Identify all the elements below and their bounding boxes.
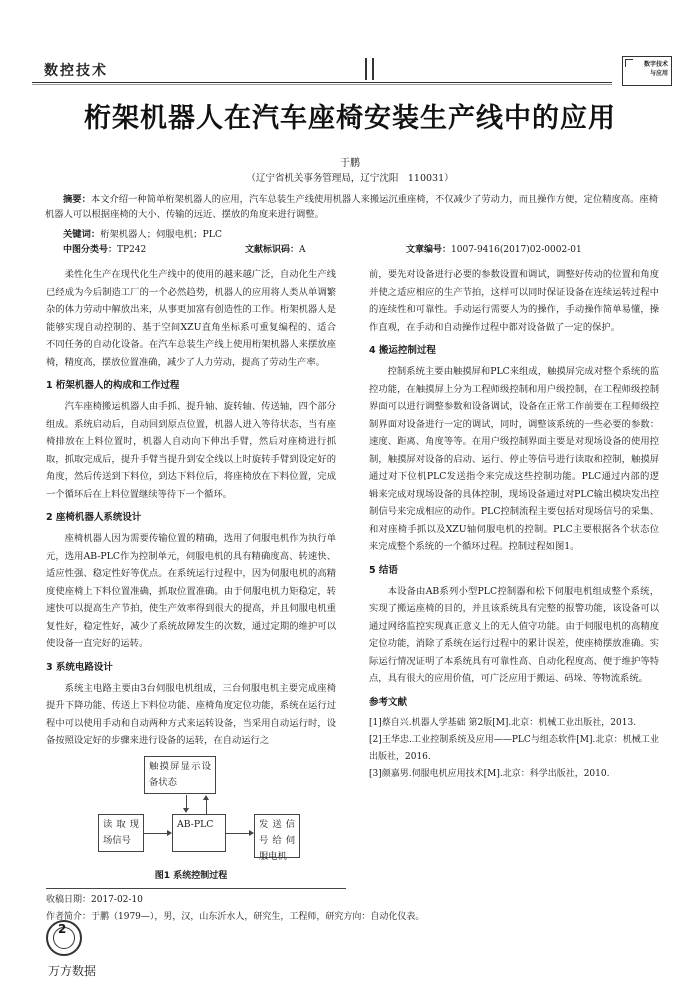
reference-item: [3]颜嘉男.伺服电机应用技术[M].北京：科学出版社，2010.	[369, 768, 610, 779]
keywords	[63, 226, 222, 240]
received-date: 收稿日期：2017-02-10	[46, 895, 143, 905]
journal-header	[32, 56, 672, 86]
footnote-rule	[46, 888, 346, 889]
section-heading-1: 1 桁架机器人的构成和工作过程	[46, 380, 180, 391]
touchscreen-box: 触摸屏显示设备状态	[144, 756, 216, 794]
article-title: 桁架机器人在汽车座椅安装生产线中的应用	[84, 103, 616, 134]
journal-logo-badge	[622, 56, 672, 86]
continued-paragraph: 前，要先对设备进行必要的参数设置和调试，调整好传动的位置和角度并使之适应相应的生产节拍，这样可以同时保证设备在连续运转过程中的连续性和可靠性。手动运行需要人为的操作，手动操作简单易懂，操作直观，在手动和自动操作过程中都对设备做了一定的保护。	[369, 269, 659, 333]
abstract-label: 摘要：	[63, 194, 91, 205]
logo-line2: 与应用	[649, 70, 668, 77]
page-number: 2	[58, 922, 67, 936]
document-code: 文献标识码：A	[245, 245, 306, 255]
watermark: 万方数据	[48, 964, 97, 978]
section-heading-2: 2 座椅机器人系统设计	[46, 512, 142, 523]
section-heading-3: 3 系统电路设计	[46, 661, 113, 673]
author-name: 于鹏	[340, 158, 360, 169]
arrow-line	[144, 833, 167, 834]
author-bio: 作者简介：于鹏（1979—），男，汉，山东沂水人，研究生，工程师，研究方向：自动化仪表。	[46, 912, 425, 922]
header-rule	[32, 84, 612, 85]
header-separator	[365, 58, 367, 80]
abstract	[45, 192, 659, 222]
right-column	[369, 266, 659, 783]
author-affiliation: （辽宁省机关事务管理局，辽宁沈阳 110031）	[246, 173, 454, 184]
section-heading-4: 4 搬运控制过程	[369, 345, 436, 356]
logo-line1: 数字技术	[643, 61, 668, 68]
arrow-line	[206, 799, 207, 814]
references-list	[369, 715, 659, 783]
logo-corner-icon	[625, 59, 633, 67]
send-signal-box: 发送信号给伺服电机	[254, 814, 300, 858]
keywords-text: 桁架机器人；伺服电机；PLC	[100, 229, 223, 240]
section-body-5: 本设备由AB系列小型PLC控制器和松下伺服电机组成整个系统，实现了搬运座椅的目的，并且该系统具有完整的报警功能，该设备可以通过网络监控实现真正意义上的无人值守功能。由于伺服电机的高精度定位功能，消除了系统在运行过程中的累计误差，使座椅摆放准确。实际运行情况证明了本系统具有可靠性高、自动化程度高、便于维护等特点，具有很大的应用价值，可广泛应用于搬运、码垛、等物流系统。	[369, 585, 659, 684]
keywords-label: 关键词：	[63, 229, 101, 240]
abstract-text: 本文介绍一种简单桁架机器人的应用，汽车总装生产线使用机器人来搬运沉重座椅，不仅减少了劳动力，而且操作方便，定位精度高。座椅机器人可以根据座椅的大小、传输的远近、摆放的角度来进行调整。	[45, 194, 659, 220]
control-process-figure	[46, 754, 336, 884]
header-separator	[372, 58, 374, 80]
arrow-up-icon	[203, 795, 209, 800]
figure-caption: 图1 系统控制过程	[154, 870, 228, 881]
plc-box: AB-PLC	[172, 814, 226, 852]
section-body-4: 控制系统主要由触摸屏和PLC来组成，触摸屏完成对整个系统的监控功能，在触摸屏上分为工程师级控制和用户级控制，在工程师级控制界面可以进行调整参数和设备调试，设备在正常工作前要在工程师级控制界面对设备进行一定的调试，同时，调整该系统的一些必要的参数：速度、距离、角度等等。在用户级控制界面主要是对现场设备的使用控制，触摸屏对设备的启动、运行、停止等信号进行读取和控制，触摸屏通过对下位机PLC发送指令来完成这些控制功能。PLC通过内部的逻辑来完成对现场设备的具体控制，现场设备通过对PLC输出模块发出控制信号来完成相应的动作。PLC控制流程主要包括对现场信号的采集、和对座椅手抓以及XZU轴伺服电机的控制。PLC主要根据各个状态位来完成整个系统的一个循环过程。控制过程如图1。	[369, 366, 659, 552]
intro-paragraph: 柔性化生产在现代化生产线中的使用的越来越广泛，自动化生产线已经成为今后制造工厂的一个必然趋势，机器人的应用将人类从单调繁杂的体力劳动中解放出来，从事更加富有创造性的工作。桁架机器人是能够实现自动控制的、基于空间XZU直角坐标系可重复编程的、适合不同任务的自动化设备。在汽车总装生产线上使用桁架机器人来摆放座椅，精度高，摆放位置准确，减少了人力劳动，提高了劳动生产率。	[46, 269, 336, 368]
column-name: 数控技术	[44, 63, 108, 79]
references-heading: 参考文献	[369, 696, 408, 708]
arrow-line	[226, 833, 249, 834]
arrow-right-icon	[249, 830, 254, 836]
section-heading-5: 5 结语	[369, 564, 398, 576]
reference-item: [1]蔡自兴.机器人学基础 第2版[M].北京：机械工业出版社，2013.	[369, 717, 637, 728]
left-column	[46, 266, 336, 884]
section-body-1: 汽车座椅搬运机器人由手抓、提升轴、旋转轴、传送轴，四个部分组成。系统启动后，自动回到原点位置，机器人进入等待状态，当有座椅排放在上料位置时，机器人自动向下伸出手臂，然后对座椅进行抓取，抓取完成后，提升手臂当提升到安全线以上时旋转手臂到设定好的角度，然后传送到下料位，到达下料位后，将座椅放在下料位置，完成一个循环后在上料位置继续等待下一个循环。	[46, 401, 336, 500]
read-signal-box: 读取现场信号	[98, 814, 144, 852]
arrow-right-icon	[167, 830, 172, 836]
section-body-3: 系统主电路主要由3台伺服电机组成，三台伺服电机主要完成座椅提升下降功能、传送上下料位功能、座椅角度定位功能，系统在运行过程中可以使用手动和自动两种方式来运转设备，当采用自动运行时，设备按照设定好的步骤来进行设备的运转，在自动运行之	[46, 682, 336, 746]
arrow-down-icon	[183, 808, 189, 813]
reference-item: [2]王华忠.工业控制系统及应用——PLC与组态软件[M].北京：机械工业出版社，2016.	[369, 734, 659, 762]
article-number: 文章编号：1007-9416(2017)02-0002-01	[406, 245, 582, 255]
arrow-line	[186, 795, 187, 809]
header-rule	[32, 82, 612, 83]
section-body-2: 座椅机器人因为需要传输位置的精确，选用了伺服电机作为执行单元，选用AB-PLC作为控制单元，伺服电机的具有精确度高、转速快、适应性强、稳定性好等优点。在系统运行过程中，因为伺服电机的高精度使座椅上下料位置准确，抓取位置准确。由于伺服电机力矩稳定，转速快可以提高生产节拍，使生产效率得到很大的提高，并且伺服电机重复性好，稳定性好，减少了系统故障发生的次数，通过定期的维护可以使设备一直完好的运转。	[46, 533, 336, 649]
clc-number: 中图分类号：TP242	[63, 245, 147, 255]
